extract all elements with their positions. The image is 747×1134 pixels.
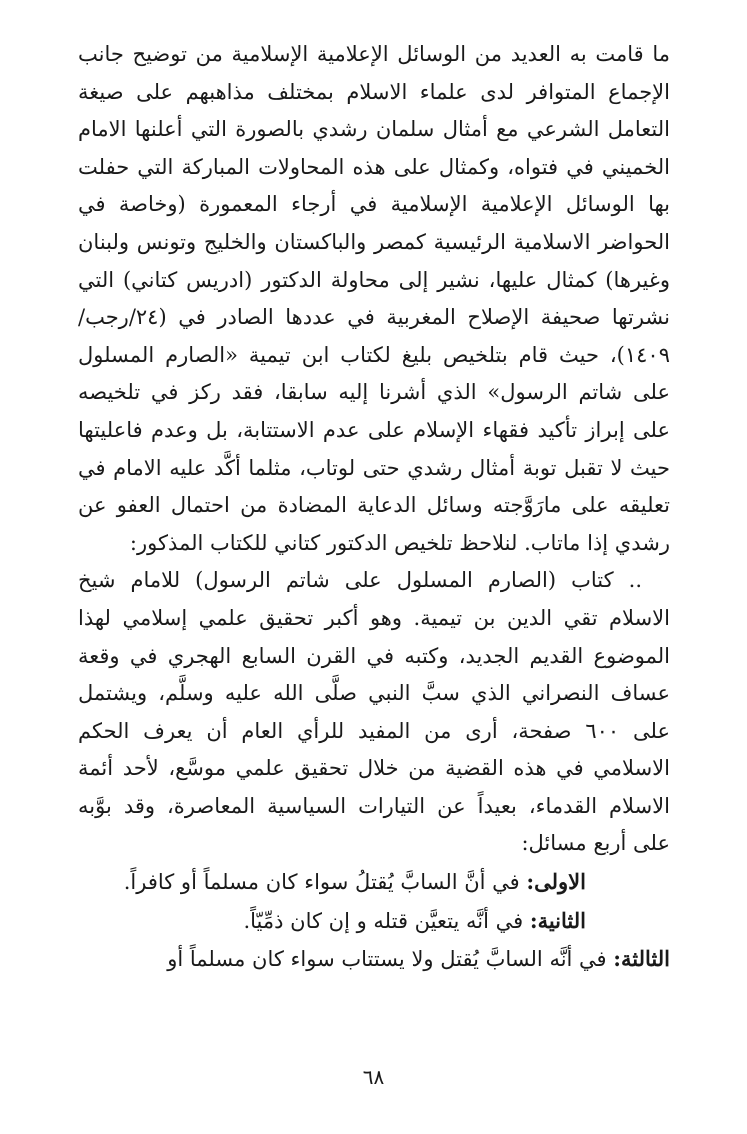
issue-text: في أنَّه السابَّ يُقتل ولا يستتاب سواء كان مسلماً أو xyxy=(167,947,614,972)
issue-item-third xyxy=(78,940,670,979)
issue-item-first xyxy=(78,863,670,902)
issue-item-second xyxy=(78,902,670,941)
issue-text: في أنَّ السابَّ يُقتلُ سواء كان مسلماً أو كافراً. xyxy=(123,870,527,895)
issue-label: الثالثة: xyxy=(613,946,670,972)
issue-text: في أنَّه يتعيَّن قتله و إن كان ذمِّيّاً. xyxy=(243,908,530,933)
quoted-summary-paragraph: .. كتاب (الصارم المسلول على شاتم الرسول) للامام شيخ الاسلام تقي الدين بن تيمية. وهو أكبر تحقيق علمي إسلامي لهذا الموضوع القديم الجديد، وكتبه في القرن السابع الهجري في وقعة عساف النصراني الذي سبَّ النبي صلَّى الله عليه وسلَّم، ويشتمل على ٦٠٠ صفحة، أرى من المفيد للرأي العام أن يعرف الحكم الاسلامي في هذه القضية من خلال تحقيق علمي موسَّع، لأحد أئمة الاسلام القدماء، بعيداً عن التيارات السياسية المعاصرة، وقد بوَّبه على أربع مسائل: xyxy=(78,568,670,856)
issue-label: الثانية: xyxy=(529,907,586,933)
page-number: ٦٨ xyxy=(362,1065,385,1089)
body-paragraph-1: ما قامت به العديد من الوسائل الإعلامية الإسلامية من توضيح جانب الإجماع المتوافر لدى علماء الاسلام بمختلف مذاهبهم على صيغة التعامل الشرعي مع أمثال سلمان رشدي بالصورة التي أعلنها الامام الخميني في فتواه، وكمثال على هذه المحاولات المباركة التي حفلت بها الوسائل الإعلامية الإسلامية في أرجاء المعمورة (وخاصة في الحواضر الاسلامية الرئيسية كمصر والباكستان والخليج وتونس ولبنان وغيرها) كمثال عليها، نشير إلى محاولة الدكتور (ادريس كتاني) التي نشرتها صحيفة الإصلاح المغربية في عددها الصادر في (٢٤/رجب/١٤٠٩)، حيث قام بتلخيص بليغ لكتاب ابن تيمية «الصارم المسلول على شاتم الرسول» الذي أشرنا إليه سابقا، فقد ركز في تلخيصه على إبراز تأكيد فقهاء الإسلام على عدم الاستتابة، بل وعدم فاعليتها حيث لا تقبل توبة أمثال رشدي حتى لوتاب، مثلما أكَّد عليه الامام في تعليقه على مارَوَّجته وسائل الدعاية المضادة من احتمال العفو عن رشدي إذا ماتاب. لنلاحظ تلخيص الدكتور كتاني للكتاب المذكور: xyxy=(78,42,670,555)
document-page xyxy=(78,36,670,1036)
issue-label: الاولى: xyxy=(526,869,586,895)
